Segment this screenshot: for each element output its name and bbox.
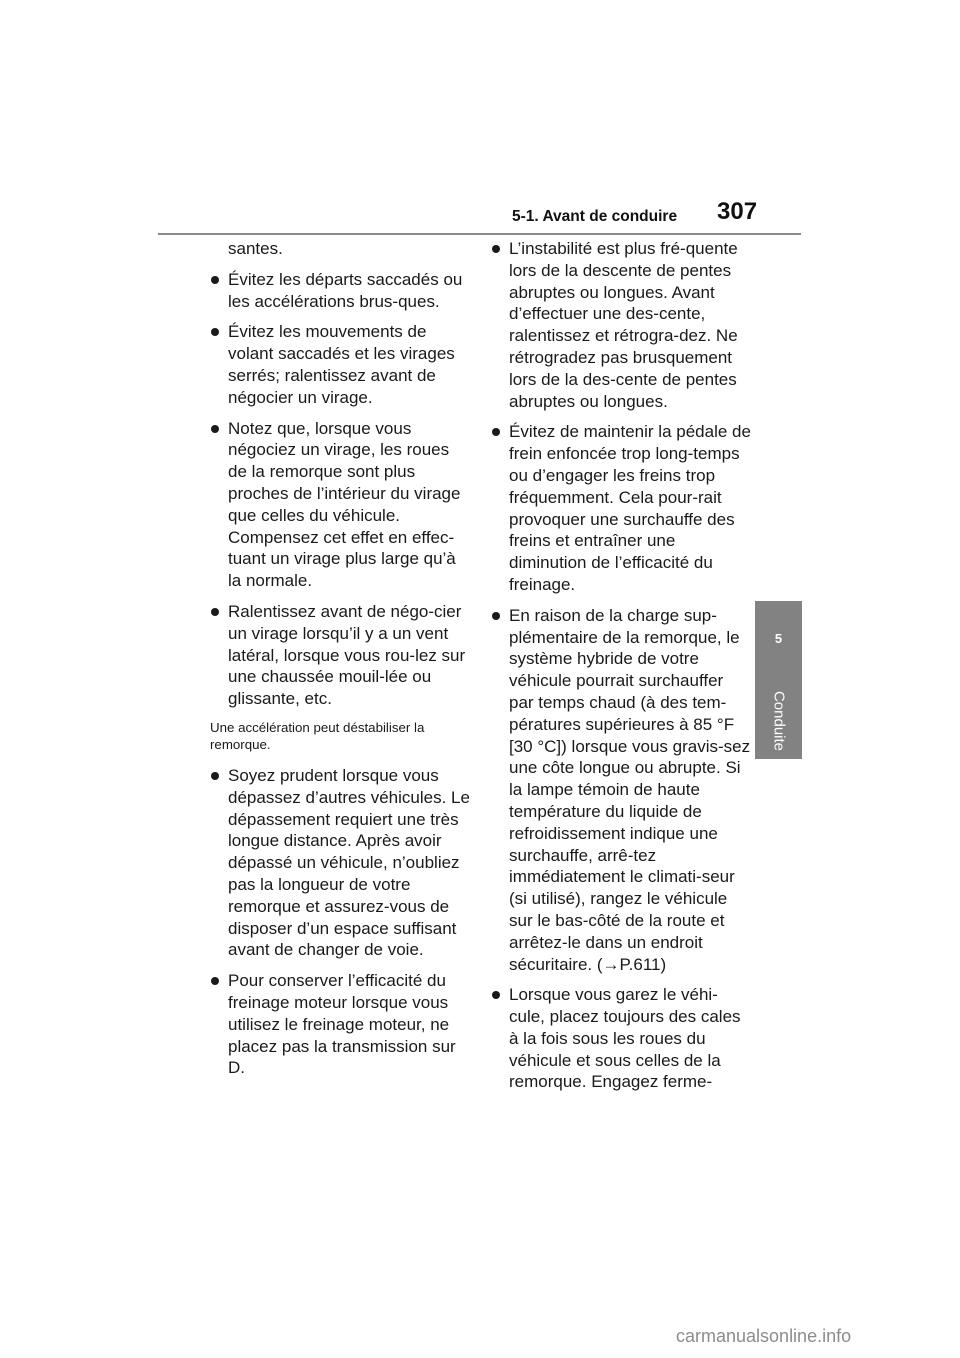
bullet-dot-icon — [492, 991, 500, 999]
bullet-item — [491, 984, 751, 1093]
bullet-item — [210, 418, 470, 592]
bullet-text: Notez que, lorsque vous négociez un virage, les roues de la remorque sont plus proches de l’intérieur du virage que celles du véhicule. Compensez cet effet en effec-tuant un virage plus large qu’à la normale. — [228, 418, 461, 591]
continuation-text: santes. — [228, 239, 283, 258]
bullet-text: Pour conserver l’efficacité du freinage moteur lorsque vous utilisez le freinage moteur, ne placez pas la transmission sur D. — [228, 971, 456, 1078]
note-text: Une accélération peut déstabiliser la remorque. — [210, 719, 425, 753]
bullet-text: Évitez les mouvements de volant saccadés et les virages serrés; ralentissez avant de négocier un virage. — [228, 322, 455, 407]
bullet-item — [491, 238, 751, 412]
bullet-dot-icon — [492, 245, 500, 253]
section-title: 5-1. Avant de conduire — [512, 208, 678, 225]
bullet-dot-icon — [211, 608, 219, 616]
header-divider — [158, 233, 801, 235]
bullet-dot-icon — [211, 276, 219, 284]
bullet-dot-icon — [211, 328, 219, 336]
watermark: carmanualsonline.info — [676, 1326, 852, 1346]
chapter-side-tab — [755, 601, 802, 759]
bullet-item — [210, 269, 470, 313]
bullet-dot-icon — [211, 977, 219, 985]
bullet-text: Évitez les départs saccadés ou les accélérations brus-ques. — [228, 269, 463, 311]
bullet-text: Évitez de maintenir la pédale de frein enfoncée trop long-temps ou d’engager les freins trop fréquemment. Cela pour-rait provoquer une surchauffe des freins et entraîner une diminution de l’efficacité du freinage. — [509, 422, 751, 594]
bullet-item — [210, 321, 470, 408]
page-number: 307 — [717, 198, 758, 225]
chapter-label: Conduite — [770, 690, 787, 752]
bullet-item — [210, 601, 470, 710]
bullet-item — [491, 421, 751, 595]
bullet-text: Ralentissez avant de négo-cier un virage lorsqu’il y a un vent latéral, lorsque vous rou-lez sur une chaussée mouil-lée ou glissante, etc. — [228, 601, 466, 709]
bullet-dot-icon — [492, 428, 500, 436]
bullet-text: En raison de la charge sup-plémentaire de la remorque, le système hybride de votre véhicule pourrait surchauffer par temps chaud (à des tem-pératures supérieures à 85 °F [30 °C]) lorsque vous gravis-sez une côte longue ou abrupte. Si la lampe témoin de haute température du liquide de refroidissement indique une surchauffe, arrê-tez immédiatement le climati-seur (si utilisé), rangez le véhicule sur le bas-côté de la route et arrêtez-le dans un endroit sécuritaire. (→P.611) — [509, 605, 751, 974]
bullet-text: Soyez prudent lorsque vous dépassez d’autres véhicules. Le dépassement requiert une très longue distance. Après avoir dépassé un véhicule, n’oubliez pas la longueur de votre remorque et assurez-vous de disposer d’un espace suffisant avant de changer de voie. — [228, 765, 470, 960]
left-column — [210, 238, 470, 1088]
bullet-dot-icon — [211, 425, 219, 433]
bullet-item — [491, 605, 751, 976]
bullet-dot-icon — [492, 612, 500, 620]
chapter-number: 5 — [774, 631, 783, 646]
bullet-item — [210, 765, 470, 961]
right-column — [491, 238, 751, 1102]
bullet-text: Lorsque vous garez le véhi-cule, placez toujours des cales à la fois sous les roues du véhicule et sous celles de la remorque. Engagez ferme- — [509, 985, 741, 1092]
bullet-text: L’instabilité est plus fré-quente lors de la descente de pentes abruptes ou longues. Avant d’effectuer une des-cente, ralentissez et rétrogra-dez. Ne rétrogradez pas brusquement lors de la des-cente de pentes abruptes ou longues. — [509, 239, 738, 411]
bullet-item — [210, 970, 470, 1079]
bullet-dot-icon — [211, 772, 219, 780]
